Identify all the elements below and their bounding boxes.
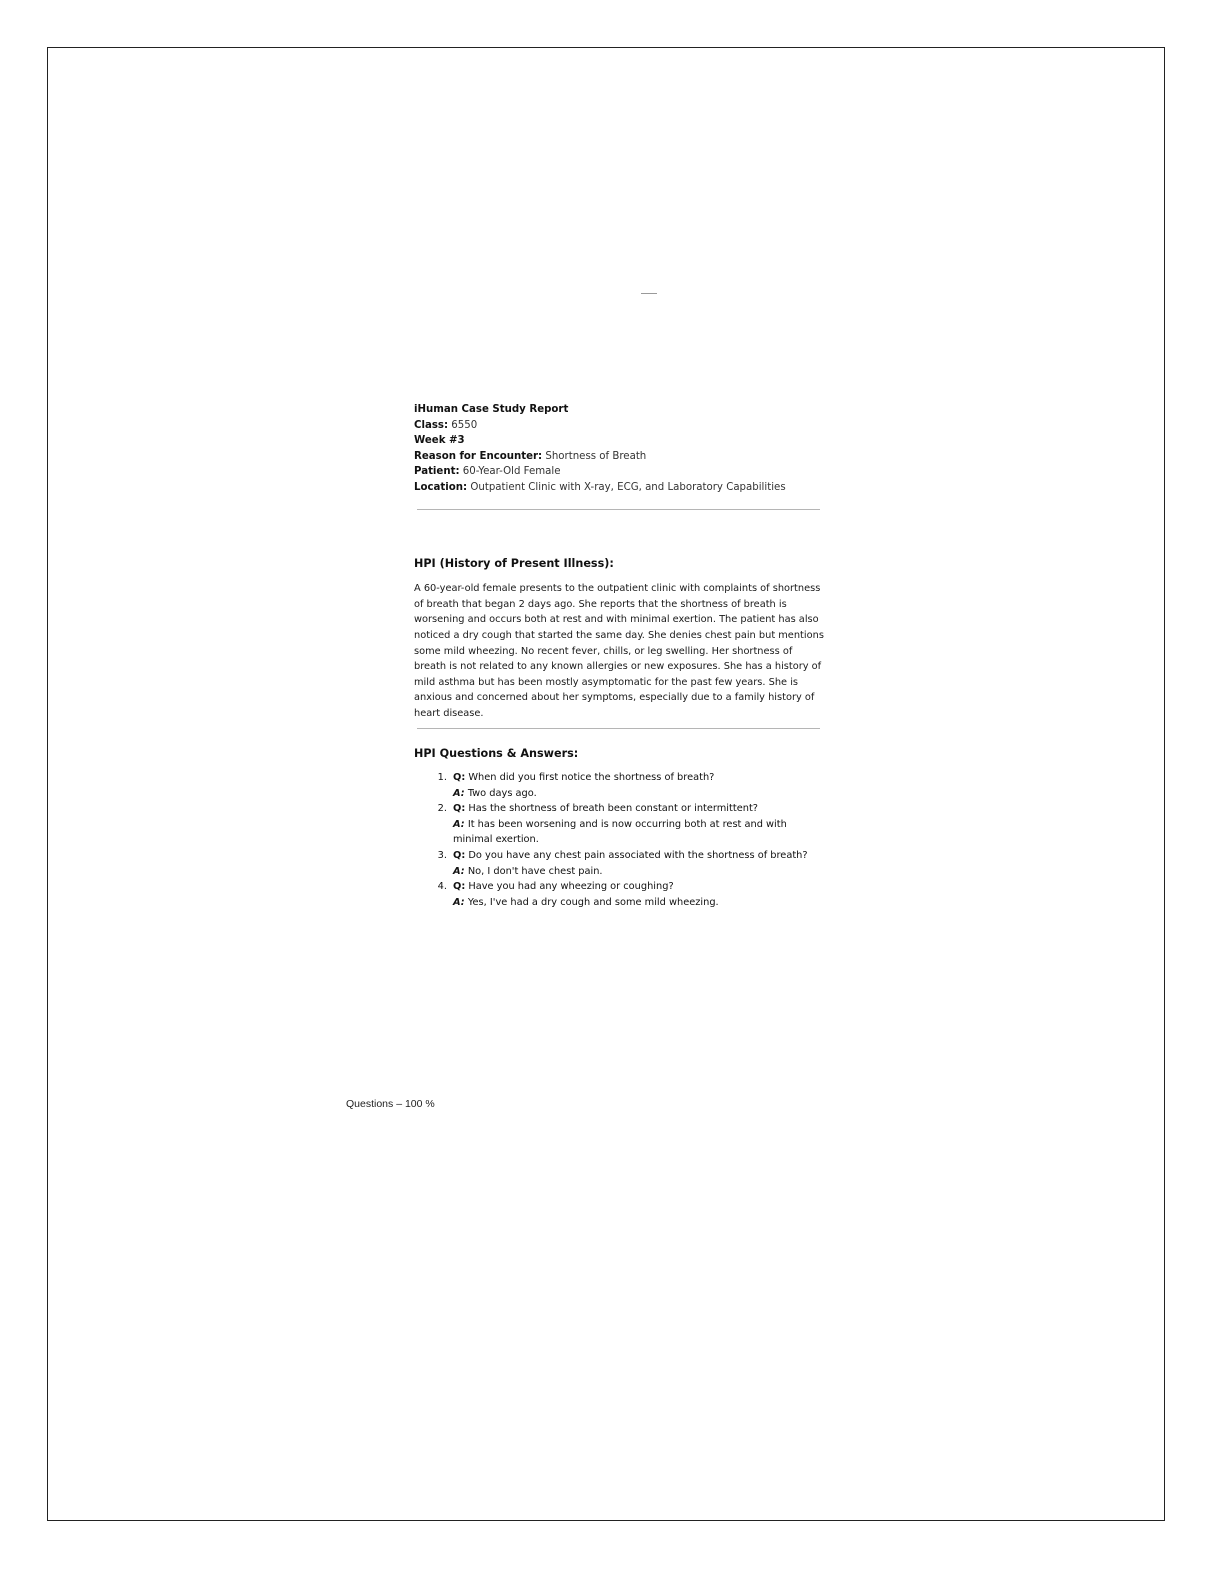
q-label: Q: [453,881,466,893]
qa-item [414,848,824,879]
a-label: A: [453,896,465,908]
answer-line [453,817,824,848]
qa-number: 2. [437,803,447,815]
hpi-heading: HPI (History of Present Illness): [414,556,614,570]
question-text: Do you have any chest pain associated with the shortness of breath? [468,850,808,862]
a-label: A: [453,787,465,799]
question-line [453,801,824,817]
meta-reason [414,449,824,465]
meta-week [414,433,824,449]
q-label: Q: [453,850,466,862]
meta-class-label: Class: [414,419,449,431]
qa-body [447,770,824,801]
section-divider [417,509,820,510]
meta-reason-value: Shortness of Breath [545,450,647,462]
meta-location-label: Location: [414,481,468,493]
qa-number: 1. [437,772,447,784]
report-content [414,402,824,910]
qa-heading: HPI Questions & Answers: [414,746,579,760]
qa-body [447,879,824,910]
question-line [453,879,824,895]
question-text: When did you first notice the shortness of breath? [468,772,715,784]
meta-location-value: Outpatient Clinic with X-ray, ECG, and Laboratory Capabilities [470,481,786,493]
qa-number: 3. [437,850,447,862]
answer-text: Two days ago. [467,787,537,799]
meta-patient-label: Patient: [414,466,460,478]
qa-body [447,801,824,848]
question-text: Have you had any wheezing or coughing? [468,881,674,893]
answer-line [453,786,824,802]
question-text: Has the shortness of breath been constant or intermittent? [468,803,758,815]
qa-body [447,848,824,879]
a-label: A: [453,818,465,830]
report-title: iHuman Case Study Report [414,404,569,415]
hpi-paragraph: A 60-year-old female presents to the outpatient clinic with complaints of shortness of breath that began 2 days ago. She reports that the shortness of breath is worsening and occurs both at rest and with minimal exertion. The patient has also noticed a dry cough that started the same day. She denies chest pain but mentions some mild wheezing. No recent fever, chills, or leg swelling. Her shortness of breath is not related to any known allergies or new exposures. She has a history of mild asthma but has been mostly asymptomatic for the past few years. She is anxious and concerned about her symptoms, especially due to a family history of heart disease. [414,583,824,719]
a-label: A: [453,865,465,877]
answer-line [453,864,824,880]
answer-text: Yes, I've had a dry cough and some mild wheezing. [467,896,719,908]
qa-list [414,770,824,910]
question-line [453,770,824,786]
answer-text: No, I don't have chest pain. [467,865,603,877]
meta-patient-value: 60-Year-Old Female [462,466,561,478]
answer-text: It has been worsening and is now occurring both at rest and with minimal exertion. [453,818,787,846]
footer-score: Questions – 100 % [346,1098,435,1110]
q-label: Q: [453,803,466,815]
q-label: Q: [453,772,466,784]
qa-item [414,801,824,848]
meta-location [414,480,824,496]
qa-number: 4. [437,881,447,893]
meta-week-label: Week #3 [414,435,465,447]
meta-class-value: 6550 [451,419,478,431]
meta-reason-label: Reason for Encounter: [414,450,543,462]
meta-patient [414,464,824,480]
answer-line [453,895,824,911]
question-line [453,848,824,864]
decorative-dash [641,293,657,294]
qa-item [414,770,824,801]
meta-class [414,418,824,434]
section-divider [417,728,820,729]
qa-item [414,879,824,910]
